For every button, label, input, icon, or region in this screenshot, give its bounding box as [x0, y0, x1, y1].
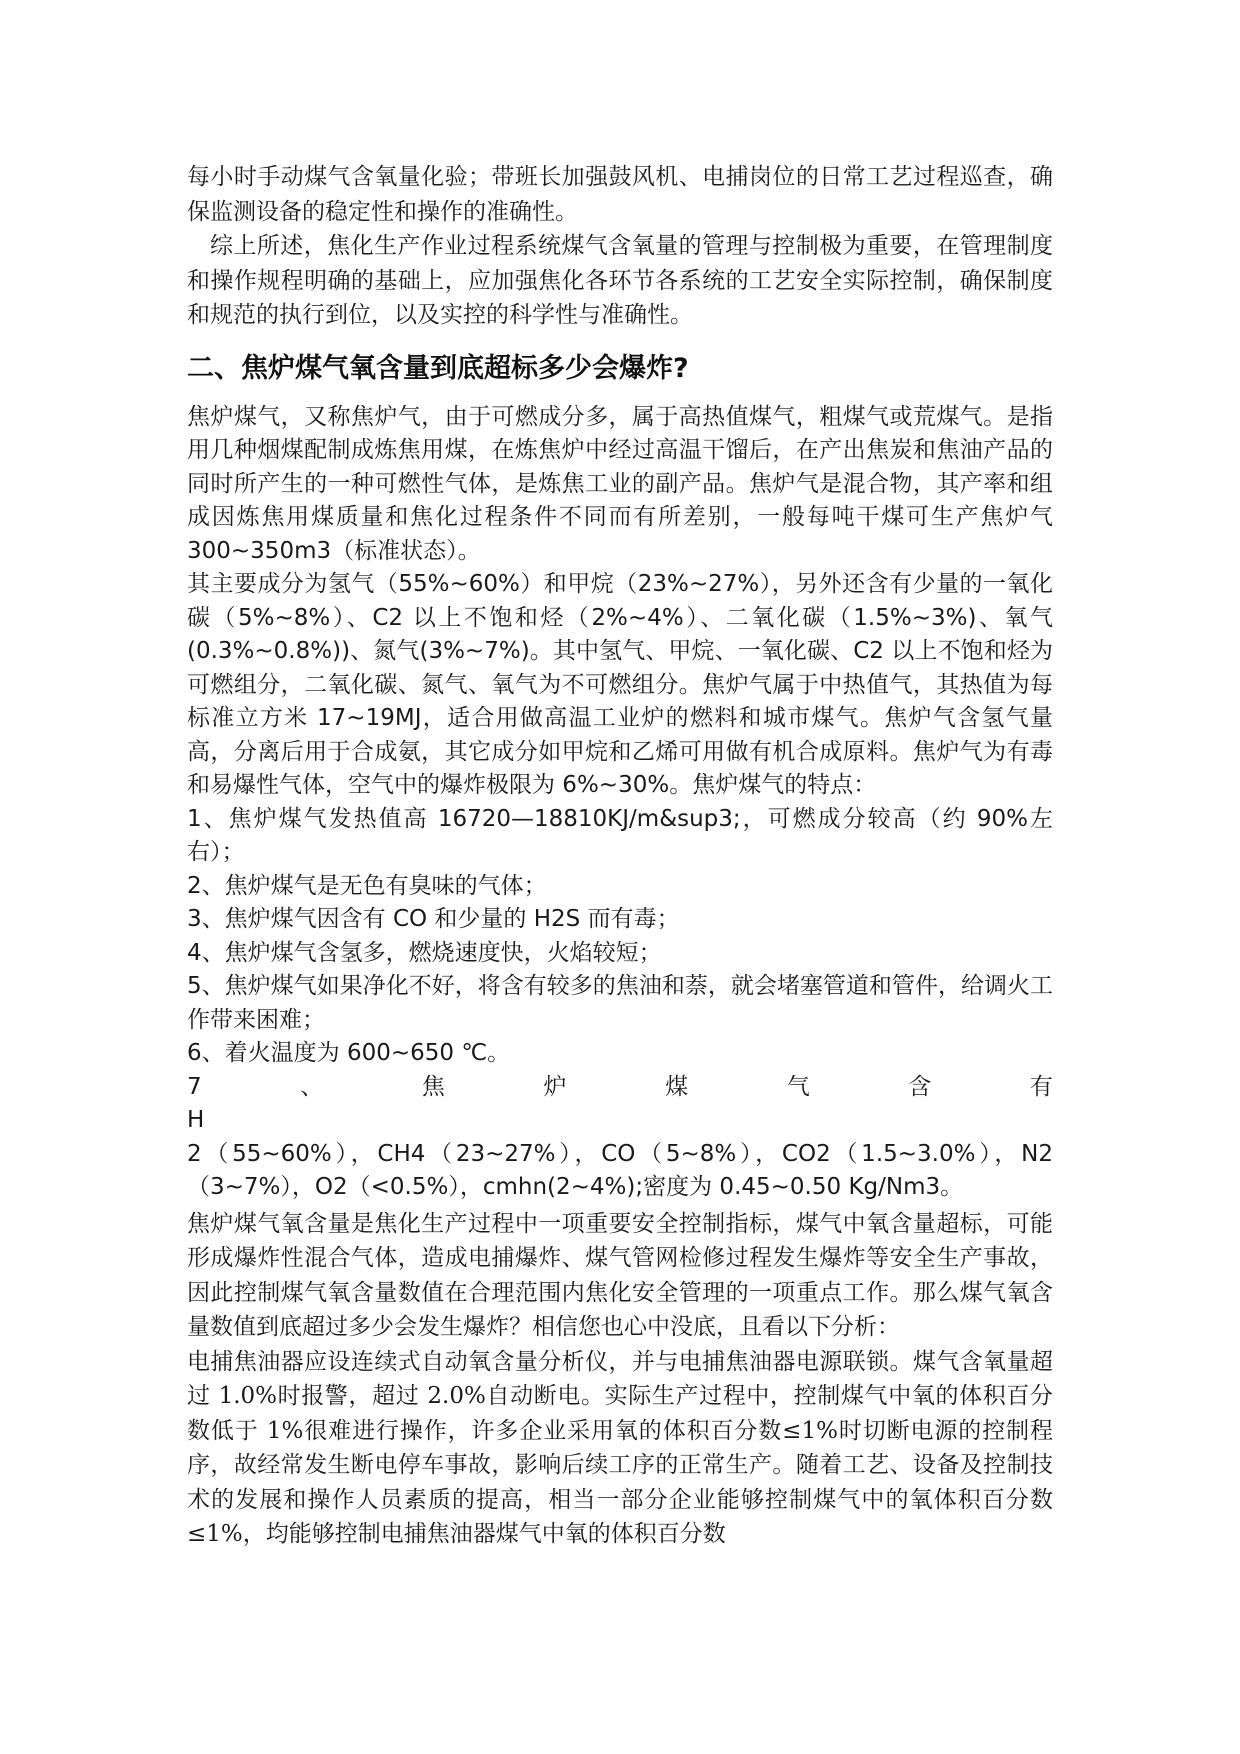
intro-paragraph-2: 综上所述，焦化生产作业过程系统煤气含氧量的管理与控制极为重要，在管理制度和操作规程明确的基础上，应加强焦化各环节各系统的工艺安全实际控制，确保制度和规范的执行到位，以及实控的科学性与准确性。	[187, 233, 1053, 328]
list-item: 4、焦炉煤气含氢多，燃烧速度快，火焰较短；	[187, 939, 662, 966]
intro-paragraph-1: 每小时手动煤气含氧量化验；带班长加强鼓风机、电捕岗位的日常工艺过程巡查，确保监测设备的稳定性和操作的准确性。	[187, 164, 1053, 225]
list-item: 2、焦炉煤气是无色有臭味的气体；	[187, 872, 547, 899]
section-heading: 二、焦炉煤气氧含量到底超标多少会爆炸?	[187, 352, 689, 384]
spread-word: 炉	[543, 1073, 567, 1100]
document-page	[187, 160, 1053, 1552]
spread-word: 焦	[421, 1073, 445, 1100]
list-item-7-composition: 2（55~60%），CH4（23~27%），CO（5~8%），CO2（1.5~3.0%），N2（3~7%），O2（<0.5%），cmhn(2~4%);密度为 0.45~0.50 Kg/Nm3。	[187, 1140, 1053, 1200]
list-item: 5、焦炉煤气如果净化不好，将含有较多的焦油和萘，就会堵塞管道和管件，给调火工作带来困难；	[187, 973, 1053, 1033]
list-item: 6、着火温度为 600~650 ℃。	[187, 1040, 511, 1066]
list-item-7-spread-line	[187, 1071, 1053, 1105]
section-paragraph-3: 焦炉煤气氧含量是焦化生产过程中一项重要安全控制指标，煤气中氧含量超标，可能形成爆炸性混合气体，造成电捕爆炸、煤气管网检修过程发生爆炸等安全生产事故，因此控制煤气氧含量数值在合理范围内焦化安全管理的一项重点工作。那么煤气氧含量数值到底超过多少会发生爆炸？相信您也心中没底，且看以下分析：	[187, 1210, 1053, 1340]
spread-word: 、	[300, 1073, 324, 1100]
section-paragraph-1: 焦炉煤气，又称焦炉气，由于可燃成分多，属于高热值煤气，粗煤气或荒煤气。是指用几种烟煤配制成炼焦用煤，在炼焦炉中经过高温干馏后，在产出焦炭和焦油产品的同时所产生的一种可燃性气体，是炼焦工业的副产品。焦炉气是混合物，其产率和组成因炼焦用煤质量和焦化过程条件不同而有所差别，一般每吨干煤可生产焦炉气 300~350m3（标准状态）。	[187, 403, 1053, 564]
spread-word: 7	[187, 1073, 202, 1100]
list-item: 1、焦炉煤气发热值高 16720—18810KJ/m&sup3;，可燃成分较高（约 90%左右）；	[187, 805, 1053, 865]
feature-list	[187, 803, 1053, 1071]
spread-word: 有	[1029, 1073, 1053, 1100]
list-item: 3、焦炉煤气因含有 CO 和少量的 H2S 而有毒；	[187, 906, 680, 932]
spread-word: 气	[786, 1073, 810, 1100]
spread-word: 含	[908, 1073, 932, 1100]
section-paragraph-4: 电捕焦油器应设连续式自动氧含量分析仪，并与电捕焦油器电源联锁。煤气含氧量超过 1.0%时报警，超过 2.0%自动断电。实际生产过程中，控制煤气中氧的体积百分数低于 1%很难进行操作，许多企业采用氧的体积百分数≤1%时切断电源的控制程序，故经常发生断电停车事故，影响后续工序的正常生产。随着工艺、设备及控制技术的发展和操作人员素质的提高，相当一部分企业能够控制煤气中的氧体积百分数≤1%，均能够控制电捕焦油器煤气中氧的体积百分数	[187, 1348, 1053, 1547]
list-item-7-h: H	[187, 1107, 205, 1133]
spread-word: 煤	[665, 1073, 689, 1100]
section-paragraph-2: 其主要成分为氢气（55%~60%）和甲烷（23%~27%），另外还含有少量的一氧化碳（5%~8%）、C2 以上不饱和烃（2%~4%）、二氧化碳（1.5%~3%)、氧气(0.3%~0.8%))、氮气(3%~7%)。其中氢气、甲烷、一氧化碳、C2 以上不饱和烃为可燃组分，二氧化碳、氮气、氧气为不可燃组分。焦炉气属于中热值气，其热值为每标准立方米 17~19MJ，适合用做高温工业炉的燃料和城市煤气。焦炉气含氢气量高，分离后用于合成氨，其它成分如甲烷和乙烯可用做有机合成原料。焦炉气为有毒和易爆性气体，空气中的爆炸极限为 6%~30%。焦炉煤气的特点：	[187, 571, 1053, 798]
